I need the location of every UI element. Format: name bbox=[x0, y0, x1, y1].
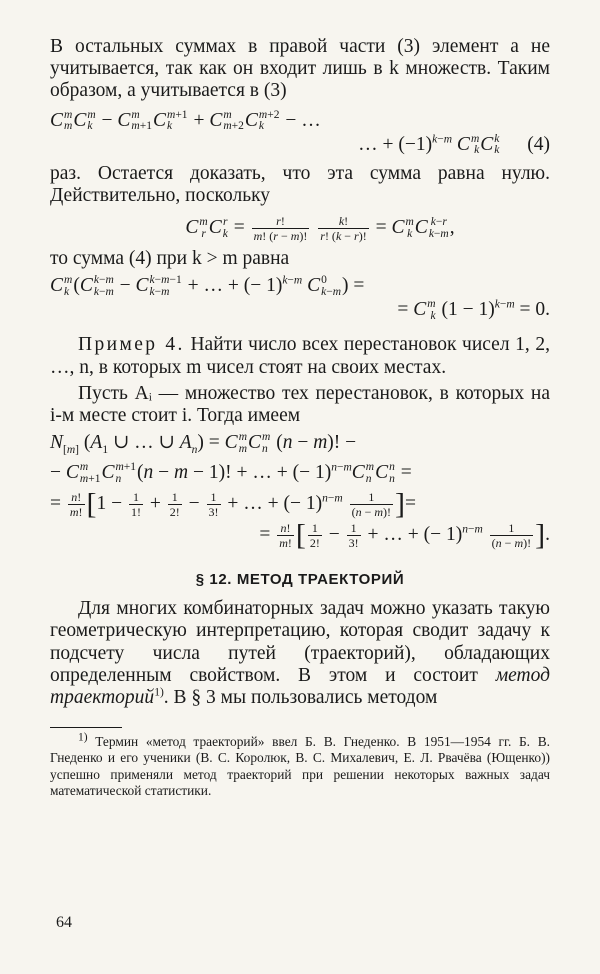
equation-n-line-3: = $\frac{n!}{m!}$ [1 − $\frac{1}{1!}$ + $\frac{1}{2!}$ − $\frac{1}{3!}$ + … + (− 1)$^{n-m}$ $\frac{1}{(n - m)!}$ ]= bbox=[50, 487, 417, 521]
section-heading: § 12. МЕТОД ТРАЕКТОРИЙ bbox=[195, 571, 405, 589]
term-method: метод траекторий bbox=[50, 664, 550, 709]
footnote-rule bbox=[50, 727, 122, 728]
paragraph-2: раз. Остается доказать, что эта сумма равна нулю. Действительно, поскольку bbox=[50, 162, 550, 206]
paragraph-3: то сумма (4) при k > m равна bbox=[50, 248, 290, 270]
footnote bbox=[50, 731, 550, 799]
paragraph-5 bbox=[50, 598, 550, 709]
paragraph-5-tail: . В § 3 мы пользовались методом bbox=[163, 687, 438, 709]
paragraph-5-text: Для многих комбинаторных задач можно указать такую геометрическую интерпретацию, которая сводит задачу к подсчету числа путей (траекторий), обладающих определенным свойством. В этом и состоит bbox=[50, 598, 550, 686]
example-4-label: Пример 4. bbox=[78, 334, 185, 356]
equation-4 bbox=[50, 109, 550, 157]
equation-n-line-1: $N_{[m]}$ ($A_1$ ∪ … ∪ $A_n) = C$ m m C m n (n − m)! − bbox=[50, 431, 357, 457]
footnote-mark: 1) bbox=[78, 731, 88, 744]
page-number: 64 bbox=[56, 914, 72, 931]
example-4-text: Найти число всех перестановок чисел 1, 2, …, n, в которых m чисел стоят на своих местах. bbox=[50, 334, 550, 378]
footnote-ref[interactable]: 1) bbox=[154, 686, 164, 699]
equation-sum-line-2: = C m k $(1 - 1)^{k-m} = 0$. bbox=[397, 298, 550, 322]
equation-4-line-2: … + $(-1)^{k-m}$ C m k C k k (4) bbox=[358, 132, 550, 157]
footnote-text: Термин «метод траекторий» ввел Б. В. Гнеденко. В 1951—1954 гг. Б. В. Гнеденко и его ученики (В. С. Королюк, В. С. Михалевич, Е. Л. Рвачёва (Ющенко)) успешно применяли метод траекторий при решении некоторых важных задач математической статистики. bbox=[50, 734, 550, 798]
page-body bbox=[50, 36, 550, 799]
paragraph-1: В остальных суммах в правой части (3) элемент a не учитывается, так как он входит лишь в k множеств. Таким образом, a учитывается в (3) bbox=[50, 36, 550, 102]
equation-n-line-2: − C m m+1 C m+1 n (n − m − 1)! + … + (− 1)$^{n-m}$C m n C n n = bbox=[50, 461, 412, 485]
equation-4-label: (4) bbox=[527, 133, 550, 155]
equation-n-line-4: = $\frac{n!}{m!}$ [ $\frac{1}{2!}$ − $\frac{1}{3!}$ + … + (− 1)$^{n-m}$ $\frac{1}{(n - m)!}$ ]. bbox=[259, 518, 550, 552]
equation-sum-line-1: C m k (C k−m k−m − C k−m−1 k−m + … + (− 1)$^{k-m}$ C 0 k−m ) = bbox=[50, 274, 365, 298]
equation-identity: C m r C r k = $\frac{r!}{m! (r - m)!}$ $\frac{k!}{r! (k - r)!}$ = C m k C k−r k−m , bbox=[185, 214, 455, 244]
equation-sum bbox=[50, 274, 550, 322]
equation-4-line-1: C m m C m k − C m m+1 C m+1 k + C m m+2 C m+2 k − … bbox=[50, 108, 321, 133]
paragraph-4: Пусть Aᵢ — множество тех перестановок, в которых на i-м месте стоит i. Тогда имеем bbox=[50, 382, 550, 426]
equation-n bbox=[50, 431, 550, 552]
example-4 bbox=[50, 334, 550, 378]
